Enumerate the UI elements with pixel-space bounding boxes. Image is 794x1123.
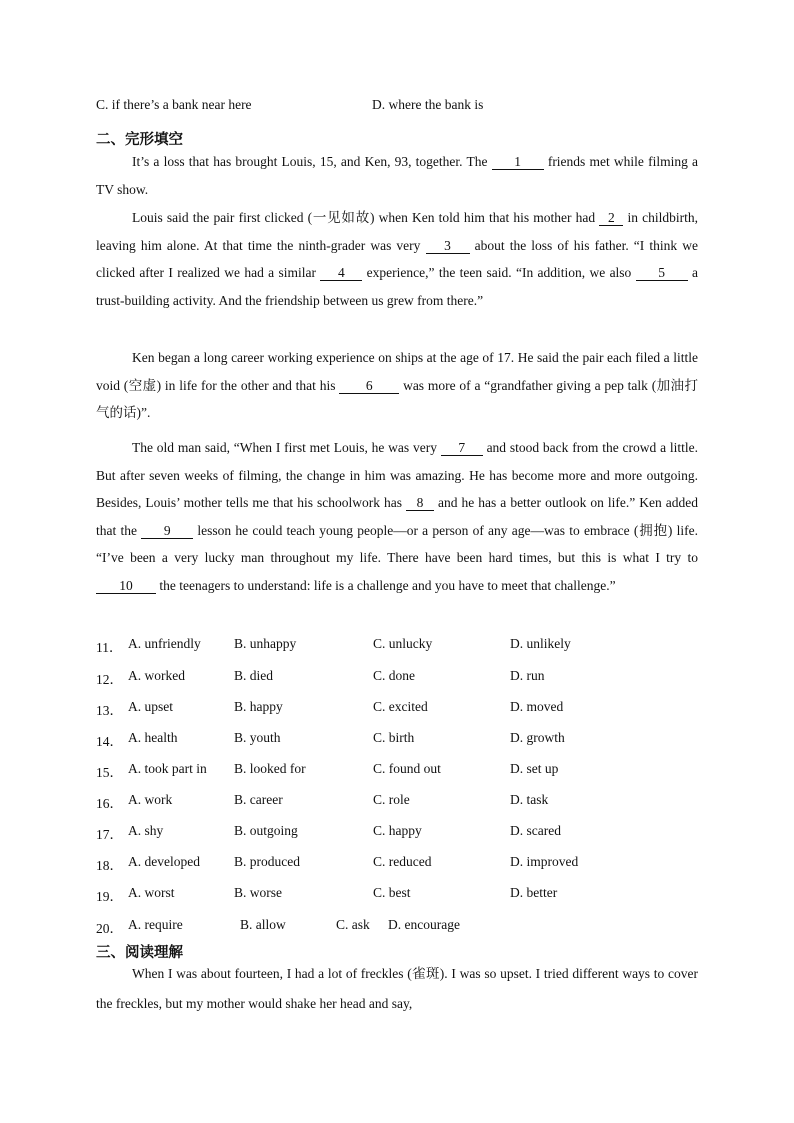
option-d: D. moved [510,699,564,714]
option-c: C. done [373,668,415,683]
option-d: D. set up [510,761,559,776]
option-d: D. task [510,792,549,807]
option-b: B. career [234,792,283,807]
cloze-paragraph-1 [96,148,698,203]
option-b: B. outgoing [234,823,298,838]
option-c: C. excited [373,699,428,714]
question-number: 17． [96,827,123,842]
para-text: It’s a loss that has brought Louis, 15, and Ken, 93, together. The [132,154,492,169]
option-d: D. scared [510,823,561,838]
option-b: B. youth [234,730,281,745]
question-number: 16． [96,796,123,811]
option-c: C. best [373,885,411,900]
para-text: and stood back from the crowd a little. But after seven weeks of filming, the change in him was amazing. He has become more and more outgoing. Besides, Louis’ mother tells me that his schoolwork has [96,440,698,511]
question-number: 14． [96,734,123,749]
question-number: 15． [96,765,123,780]
para-text: the teenagers to understand: life is a challenge and you have to meet that challenge.” [156,577,616,593]
option-c: C. ask [336,917,370,932]
option-d: D. growth [510,730,565,745]
question-number: 12． [96,672,123,687]
option-d: D. unlikely [510,636,571,651]
blank-9: 9 [141,523,193,539]
question-number: 20． [96,921,123,936]
option-c: C. happy [373,823,422,838]
question-number: 11． [96,640,123,655]
blank-7: 7 [441,440,483,456]
option-d: D. encourage [388,917,460,932]
option-b: B. happy [234,699,283,714]
option-b: B. died [234,668,273,683]
option-c: C. reduced [373,854,432,869]
option-b: B. worse [234,885,282,900]
option-d: D. improved [510,854,579,869]
question-row [96,792,696,812]
question-row [96,636,696,656]
cloze-paragraph-4 [96,434,698,600]
question-number: 18． [96,858,123,873]
option-a: A. developed [128,854,200,869]
option-a: A. unfriendly [128,636,201,651]
question-row [96,761,696,781]
para-text: in childbirth, leaving him alone. At that time the ninth-grader was very [96,210,698,253]
section-heading-reading: 三、阅读理解 [96,945,183,961]
cloze-paragraph-3 [96,344,698,427]
para-text: was more of a “grandfather giving a pep talk (加油打气的话)”. [96,377,698,421]
blank-6: 6 [339,378,399,394]
option-a: A. work [128,792,173,807]
option-b: B. allow [240,917,286,932]
question-row [96,823,696,843]
para-text: a trust-building activity. And the friendship between us grew from there.” [96,265,698,308]
para-text: and he has a better outlook on life.” Ken added that the [96,495,698,538]
reading-paragraph: When I was about fourteen, I had a lot of freckles (雀斑). I was so upset. I tried different ways to cover the freckles, but my mother would shake her head and say, [96,966,698,1011]
option-a: A. upset [128,699,173,714]
section-heading-cloze: 二、完形填空 [96,132,183,148]
blank-1: 1 [492,154,544,170]
option-c: C. if there’s a bank near here [96,97,252,112]
cloze-paragraph-2 [96,204,698,314]
option-c: C. found out [373,761,441,776]
question-number: 19． [96,889,123,904]
para-text: about the loss of his father. “I think we clicked after I realized we had a similar [96,237,698,281]
option-b: B. looked for [234,761,306,776]
option-a: A. health [128,730,178,745]
blank-10: 10 [96,578,156,594]
para-text: Ken began a long career working experience on ships at the age of 17. He said the pair each filed a little void (空虚) in life for the other and that his [96,350,698,393]
option-d: D. where the bank is [372,97,484,112]
blank-3: 3 [426,238,470,254]
option-a: A. shy [128,823,164,838]
option-b: B. unhappy [234,636,297,651]
para-text: lesson he could teach young people—or a person of any age—was to embrace (拥抱) life. “I’ve been a very lucky man throughout my life. There have been hard times, but this is what I try to [96,522,698,566]
option-c: C. unlucky [373,636,433,651]
option-b: B. produced [234,854,300,869]
option-d: D. run [510,668,545,683]
question-row [96,730,696,750]
question-row [96,854,696,874]
question-row [96,699,696,719]
option-a: A. worst [128,885,175,900]
para-text: The old man said, “When I first met Louis, he was very [132,440,441,455]
question-row [96,885,696,905]
option-c: C. role [373,792,410,807]
option-d: D. better [510,885,558,900]
para-text: friends met while filming a TV show. [96,154,698,197]
blank-4: 4 [320,265,362,281]
option-a: A. took part in [128,761,207,776]
option-a: A. worked [128,668,185,683]
question-number: 13． [96,703,123,718]
blank-2: 2 [599,210,623,226]
para-text: Louis said the pair first clicked (一见如故) when Ken told him that his mother had [132,210,600,225]
option-c: C. birth [373,730,415,745]
question-row-20 [96,917,696,937]
para-text: experience,” the teen said. “In addition, we also [362,265,636,281]
question-row [96,668,696,688]
blank-8: 8 [406,495,434,511]
blank-5: 5 [636,265,688,281]
option-a: A. require [128,917,183,932]
